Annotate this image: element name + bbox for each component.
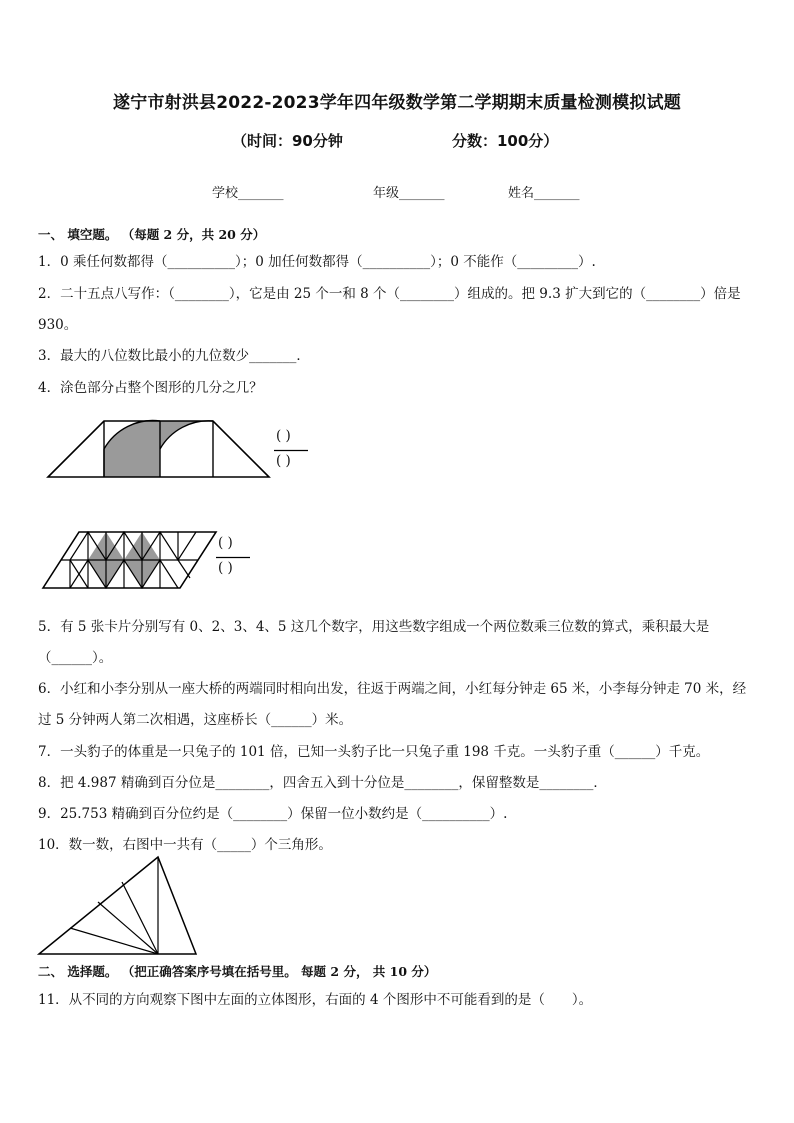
triangle-fan-figure [36,852,202,958]
fraction-2-numerator: ( ) [218,535,233,551]
fraction-1-denominator: ( ) [276,453,291,469]
question-11: 11．从不同的方向观察下图中左面的立体图形，右面的 4 个图形中不可能看到的是（ ）。 [38,992,593,1008]
question-6-line1: 6．小红和小李分别从一座大桥的两端同时相向出发，往返于两端之间，小红每分钟走 65 米，小李每分钟走 70 米，经 [38,681,747,697]
trapezoid-figure [40,415,280,485]
question-2-line1: 2．二十五点八写作：（________），它是由 25 个一和 8 个（________）组成的。把 9.3 扩大到它的（________）倍是 [38,286,741,302]
question-6-line2: 过 5 分钟两人第二次相遇，这座桥长（______）米。 [38,712,353,728]
question-10: 10．数一数，右图中一共有（_____）个三角形。 [38,837,332,853]
question-3: 3．最大的八位数比最小的九位数少_______． [38,348,310,364]
fraction-1-bar [274,449,308,452]
parallelogram-figure [40,526,220,596]
question-9: 9．25.753 精确到百分位约是（________）保留一位小数约是（__________）. [38,806,508,822]
shaded-region [104,421,160,477]
time-label: （时间：90分钟 [232,132,343,150]
fraction-1-numerator: ( ) [276,428,291,444]
grade-field: 年级_______ [373,186,445,201]
school-field: 学校_______ [212,186,284,201]
question-5-line1: 5．有 5 张卡片分别写有 0、2、3、4、5 这几个数字，用这些数字组成一个两位数乘三位数的算式，乘积最大是 [38,619,710,635]
score-label: 分数：100分） [452,132,559,150]
question-1: 1．0 乘任何数都得（__________）；0 加任何数都得（__________）；0 不能作（_________）. [38,254,596,270]
question-2-line2: 930。 [38,317,78,333]
fraction-2-bar [216,556,250,559]
question-4: 4．涂色部分占整个图形的几分之几？ [38,380,263,396]
fraction-2-denominator: ( ) [218,560,233,576]
page-title: 遂宁市射洪县2022-2023学年四年级数学第二学期期末质量检测模拟试题 [113,93,681,113]
question-7: 7．一头豹子的体重是一只兔子的 101 倍，已知一头豹子比一只兔子重 198 千克。一头豹子重（______）千克。 [38,744,710,760]
question-8: 8．把 4.987 精确到百分位是________，四舍五入到十分位是________，保留整数是________． [38,775,607,791]
section1-heading: 一、 填空题。 （每题 2 分，共 20 分） [38,227,266,242]
section2-heading: 二、 选择题。 （把正确答案序号填在括号里。 每题 2 分， 共 10 分） [38,964,437,979]
name-field: 姓名_______ [508,186,580,201]
question-5-line2: （______）。 [38,650,113,666]
